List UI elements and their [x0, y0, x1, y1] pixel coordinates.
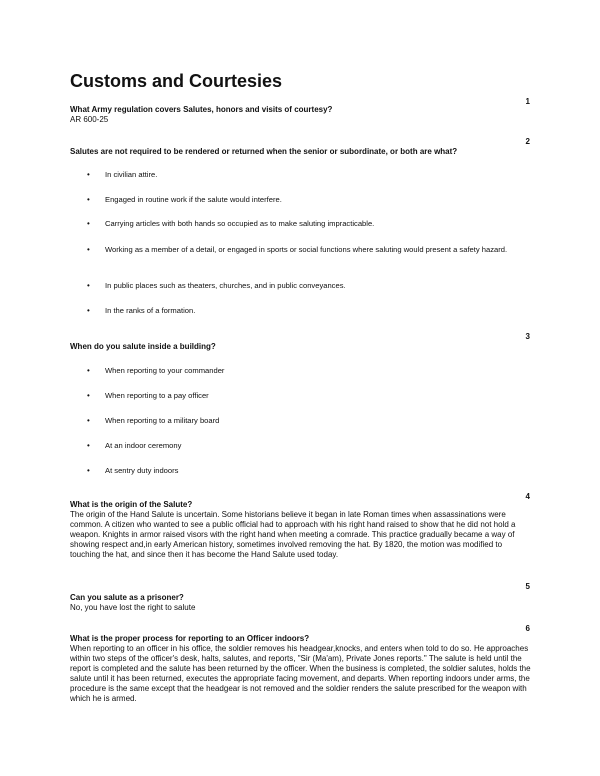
- list-item-text: When reporting to your commander: [105, 366, 225, 375]
- list-item-text: In public places such as theaters, churches, and in public conveyances.: [105, 281, 346, 290]
- bullet-icon: •: [87, 281, 90, 290]
- list-item-text: Engaged in routine work if the salute would interfere.: [105, 195, 282, 204]
- answer-text: No, you have lost the right to salute: [70, 603, 196, 612]
- answer-paragraph: The origin of the Hand Salute is uncertain. Some historians believe it began in late Roman times when assassinations were common. A citizen who wanted to see a public official had to approach with his right hand raised to show that he did not hold a weapon. Knights in armor raised visors with the right hand when meeting a comrade. This practice gradually became a way of showing respect and,in early American history, sometimes involved removing the hat. By 1820, the motion was modified to touching the hat, and since then it has become the Hand Salute used today.: [70, 510, 516, 559]
- question-text: What is the origin of the Salute?: [70, 500, 193, 509]
- list-item: [87, 416, 537, 426]
- list-item-text: At an indoor ceremony: [105, 441, 182, 450]
- bullet-icon: •: [87, 366, 90, 375]
- list-item: [87, 219, 537, 229]
- question-number: 1: [525, 97, 530, 106]
- answer-text: AR 600-25: [70, 115, 109, 124]
- bullet-icon: •: [87, 245, 90, 254]
- list-item: [87, 441, 537, 451]
- list-item: [87, 195, 537, 205]
- bullet-icon: •: [87, 466, 90, 475]
- question-text: Can you salute as a prisoner?: [70, 593, 184, 602]
- bullet-icon: •: [87, 195, 90, 204]
- question-text: What Army regulation covers Salutes, honors and visits of courtesy?: [70, 105, 333, 114]
- list-item: [87, 170, 537, 180]
- list-item-text: Carrying articles with both hands so occupied as to make saluting impracticable.: [105, 219, 375, 228]
- list-item-text: In the ranks of a formation.: [105, 306, 196, 315]
- list-item: [87, 391, 537, 401]
- question-number: 6: [525, 624, 530, 633]
- question-number: 3: [525, 332, 530, 341]
- answer-paragraph: When reporting to an officer in his office, the soldier removes his headgear,knocks, and enters when told to do so. He approaches within two steps of the officer's desk, halts, salutes, and reports, "Sir (Ma'am), Private Jones reports." The salute is held until the report is completed and the salute has been returned by the officer. When the business is completed, the soldier salutes, holds the salute until it has been returned, executes the appropriate facing movement, and departs. When reporting indoors under arms, the procedure is the same except that the headgear is not removed and the soldier renders the salute prescribed for the weapon with which he is armed.: [70, 644, 531, 703]
- bullet-icon: •: [87, 306, 90, 315]
- list-item-text: Working as a member of a detail, or engaged in sports or social functions where saluting would present a safety hazard.: [105, 245, 508, 254]
- list-item-text: At sentry duty indoors: [105, 466, 179, 475]
- list-item: [87, 466, 537, 476]
- list-item: [87, 281, 537, 291]
- bullet-icon: •: [87, 219, 90, 228]
- bullet-icon: •: [87, 441, 90, 450]
- question-text: What is the proper process for reporting to an Officer indoors?: [70, 634, 310, 643]
- list-item: [87, 245, 537, 255]
- list-item: [87, 306, 537, 316]
- list-item-text: When reporting to a military board: [105, 416, 220, 425]
- question-text: When do you salute inside a building?: [70, 342, 216, 351]
- question-text: Salutes are not required to be rendered or returned when the senior or subordinate, or both are what?: [70, 147, 458, 156]
- list-item: [87, 366, 537, 376]
- list-item-text: In civilian attire.: [105, 170, 158, 179]
- list-item-text: When reporting to a pay officer: [105, 391, 209, 400]
- question-number: 5: [525, 582, 530, 591]
- question-number: 4: [525, 492, 530, 501]
- bullet-icon: •: [87, 416, 90, 425]
- question-number: 2: [525, 137, 530, 146]
- bullet-icon: •: [87, 391, 90, 400]
- page-title: Customs and Courtesies: [70, 71, 283, 91]
- bullet-icon: •: [87, 170, 90, 179]
